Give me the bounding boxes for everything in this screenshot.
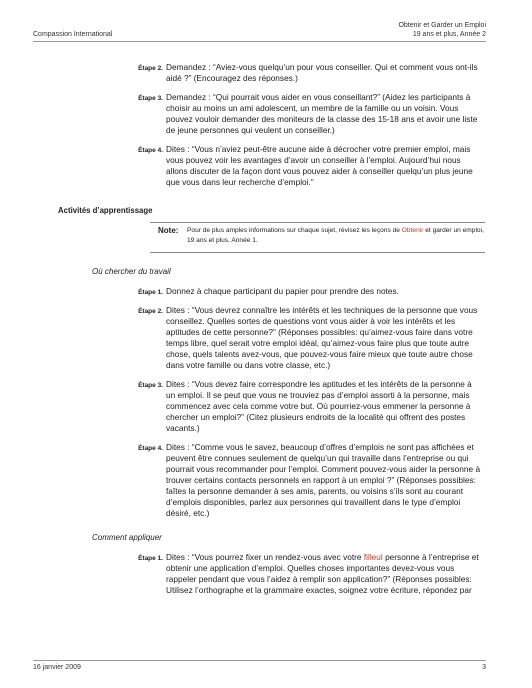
- where-step-2: [138, 305, 481, 371]
- header-organization: Compassion International: [33, 31, 113, 38]
- where-section-title: Où chercher du travail: [92, 267, 171, 276]
- page-content: [0, 62, 532, 604]
- note-text-after: et garder un emploi, 19 ans et plus, Année 1.: [187, 227, 484, 244]
- step-text: Dites : “Vous devrez connaître les intérêts et les techniques de la personne que vous conseillez. Quelles sortes de questions vont vous aider à voir les intérêts et les aptitudes de cette personne?” (Réponses possibles: qu’aimez-vous faire dans votre temps libre, quel serait votre emploi idéal, qu’aimez-vous faire plus que toute autre chose, quels talents avez-vous, que pouvez-vous faire mieux que toute autre chose dans votre famille ou dans votre classe, etc.): [166, 305, 478, 370]
- note-text-before: Pour de plus amples informations sur chaque sujet, révisez les leçons de: [187, 227, 402, 234]
- step-text-after: personne à l’entreprise et obtenir une application d’emploi. Quelles choses importantes devez-vous vous rappeler pendant que vous l’aidez à remplir son application?” (Réponses possibles: Utilisez l’orthographe et la grammaire exactes, soignez votre écriture, répondez par: [166, 552, 479, 595]
- step-label: Étape 2.: [138, 308, 163, 315]
- note-text: [187, 226, 485, 246]
- note-label: Note:: [158, 226, 179, 235]
- intro-step-4: [138, 144, 481, 188]
- apply-section-title: Comment appliquer: [92, 533, 162, 542]
- step-highlight: filleul: [363, 552, 383, 562]
- intro-step-3: [138, 92, 481, 136]
- activities-title: Activités d’apprentissage: [58, 206, 153, 215]
- step-text: Dites : “Vous n’aviez peut-être aucune aide à décrocher votre premier emploi, mais vous pouvez voir les avantages d’avoir un conseiller à l’emploi. Aujourd’hui nous allons discuter de la façon dont vous pouvez aider à conseiller quelqu’un plus jeune que vous dans leur recherche d’emploi.”: [166, 144, 473, 187]
- where-step-4: [138, 442, 481, 519]
- step-label: Étape 1.: [138, 289, 163, 296]
- step-label: Étape 3.: [138, 95, 163, 102]
- apply-step-1: [138, 552, 481, 596]
- intro-step-2: [138, 62, 481, 84]
- step-text: Demandez : “Aviez-vous quelqu’un pour vous conseiller. Qui et comment vous ont-ils aidé ?” (Encouragez des réponses.): [166, 62, 478, 83]
- header-title-line2: 19 ans et plus, Année 2: [412, 31, 486, 38]
- header-title: [398, 21, 486, 39]
- where-step-1: [138, 286, 481, 297]
- where-step-3: [138, 379, 481, 434]
- step-label: Étape 4.: [138, 147, 163, 154]
- step-text: Donnez à chaque participant du papier pour prendre des notes.: [166, 286, 399, 296]
- header-divider: [33, 41, 486, 42]
- step-label: Étape 4.: [138, 445, 163, 452]
- note-highlight: Obtenir: [401, 227, 424, 234]
- step-text: Demandez : “Qui pourrait vous aider en vous conseillant?” (Aidez les participants à choisir au moins un ami adolescent, un membre de la famille ou un voisin. Vous pouvez vouloir demander des moniteurs de la classe des 15-18 ans et avoir une liste de jeune personnes qui veulent un conseiller.): [166, 92, 478, 135]
- footer-date: 16 janvier 2009: [33, 664, 81, 671]
- page-number: 3: [482, 664, 486, 671]
- step-text: Dites : “Comme vous le savez, beaucoup d’offres d’emplois ne sont pas affichées et peuvent être connues seulement de quelqu’un qui travaille dans l’entreprise ou qui pourrait vous recommander pour l’emploi. Comment pouvez-vous aider la personne à trouver certains contacts personnels en rapport à un emploi ?” (Réponses possibles: faîtes la personne demander à ses amis, parents, ou voisins s’ils sont au courant d’emplois disponibles, parlez aux personnes qui travaillent dans le type d’emploi désiré, etc.): [166, 442, 481, 518]
- step-text-before: Dites : “Vous pourrez fixer un rendez-vous avec votre: [166, 552, 364, 562]
- step-label: Étape 2.: [138, 65, 163, 72]
- header-title-line1: Obtenir et Garder un Emploi: [398, 22, 486, 29]
- footer-divider: [33, 660, 486, 661]
- note-box: [150, 222, 485, 253]
- step-label: Étape 3.: [138, 382, 163, 389]
- step-label: Étape 1.: [138, 555, 163, 562]
- step-text: Dites : “Vous devez faire correspondre les aptitudes et les intérêts de la personne à un emploi. Il se peut que vous ne trouviez pas d’emploi assorti à la personne, mais commencez avec cela comme votre but. Où pourriez-vous emmener la personne à chercher un emploi?” (Citez plusieurs endroits de la localité qui offrent des postes vacants.): [166, 379, 472, 433]
